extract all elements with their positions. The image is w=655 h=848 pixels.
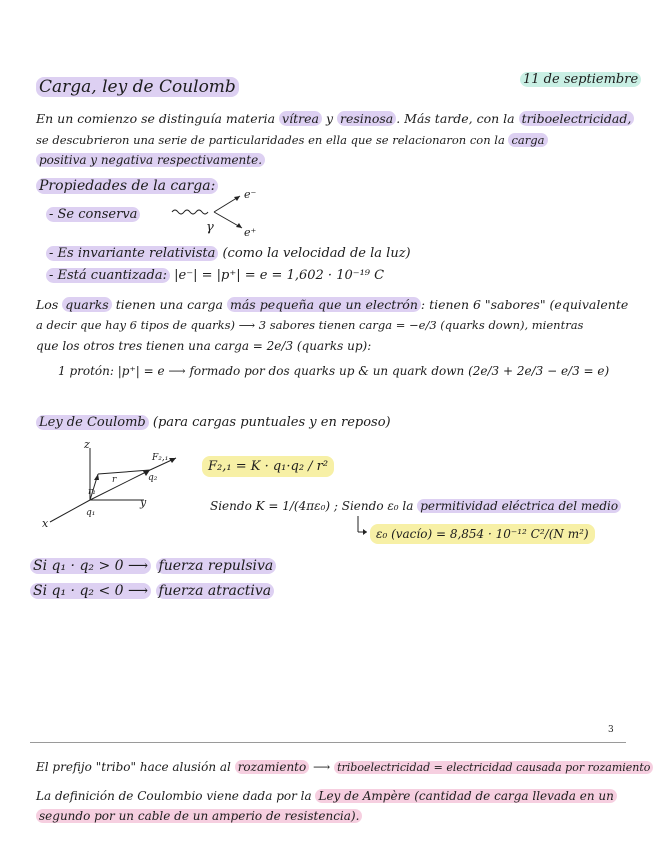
footer-line-3 [36, 808, 362, 825]
intro-text: se descubrieron una serie de particularidades en ella que se relacionaron con la [36, 133, 505, 147]
highlight-permitividad: permitividad eléctrica del medio [417, 499, 621, 513]
coulomb-heading [36, 414, 391, 431]
highlight-carga: carga [508, 133, 547, 147]
epsilon-vacuum-text: ε₀ (vacío) = 8,854 · 10⁻¹² C²/(N m²) [370, 524, 595, 544]
electron-label: e⁻ [244, 188, 257, 201]
title-highlight: Carga, ley de Coulomb [36, 77, 239, 97]
quarks-line-3: que los otros tres tienen una carga = 2e/3 (quarks up): [36, 339, 372, 353]
attractive-result: fuerza atractiva [156, 583, 275, 599]
footer-line-2 [36, 788, 617, 805]
date-text: 11 de septiembre [520, 72, 641, 87]
intro-line-1 [36, 110, 634, 127]
highlight-ampere-definition: segundo por un cable de un amperio de resistencia). [36, 809, 362, 823]
constant-text: Siendo K = 1/(4πε₀) ; Siendo ε₀ la [210, 499, 414, 513]
coulomb-formula [202, 458, 334, 475]
property-cuantizada [46, 267, 384, 284]
intro-line-3 [36, 152, 265, 169]
epsilon-vacuum [370, 526, 595, 543]
proton-composition: 1 protón: |p⁺| = e ⟶ formado por dos quarks up & un quark down (2e/3 + 2e/3 − e/3 = e) [58, 364, 610, 378]
coulomb-constant-line [210, 498, 621, 515]
properties-heading-text: Propiedades de la carga: [36, 178, 218, 194]
invariante-note: (como la velocidad de la luz) [222, 246, 411, 261]
coulomb-heading-rest: (para cargas puntuales y en reposo) [152, 415, 391, 430]
highlight-triboelectricidad: triboelectricidad, [519, 111, 635, 126]
axis-y-label: y [140, 496, 147, 509]
repulsive-result: fuerza repulsiva [156, 558, 277, 574]
force-vector-label: F₂,₁ [152, 453, 169, 463]
date-label [520, 71, 641, 88]
quarks-line-1 [36, 296, 628, 313]
property-invariante [46, 245, 411, 262]
coulomb-heading-highlight: Ley de Coulomb [36, 415, 149, 430]
intro-text: En un comienzo se distinguía materia [36, 111, 276, 126]
highlight-mas-pequena: más pequeña que un electrón [227, 297, 421, 312]
intro-line-2 [36, 132, 548, 149]
footer-text: El prefijo "tribo" hace alusión al [36, 760, 231, 774]
page-title [36, 79, 239, 96]
case-attractive [30, 583, 274, 600]
r-vector-label: r [112, 475, 117, 485]
footer-text: La definición de Coulombio viene dada por la [36, 789, 312, 803]
highlight-rozamiento: rozamiento [235, 760, 310, 774]
footer-line-1 [36, 759, 653, 776]
epsilon-arrow [355, 516, 369, 538]
r1-vector-label: r₁ [88, 487, 96, 497]
page-number: 3 [608, 725, 614, 735]
conserva-text: - Se conserva [46, 207, 140, 222]
property-conserva [46, 206, 140, 223]
invariante-text: - Es invariante relativista [46, 246, 218, 261]
attractive-condition: Si q₁ · q₂ < 0 ⟶ [30, 583, 151, 599]
footer-arrow: ⟶ [313, 760, 331, 774]
quarks-line-2: a decir que hay 6 tipos de quarks) ⟶ 3 sabores tienen carga = −e/3 (quarks down), mientras [36, 318, 584, 332]
intro-text: y [325, 111, 333, 126]
highlight-positiva-negativa: positiva y negativa respectivamente. [36, 153, 265, 167]
case-repulsive [30, 558, 276, 575]
gamma-label: γ [206, 220, 214, 235]
repulsive-condition: Si q₁ · q₂ > 0 ⟶ [30, 558, 151, 574]
highlight-resinosa: resinosa [337, 111, 396, 126]
highlight-triboelectricidad-def: triboelectricidad = electricidad causada por rozamiento [334, 761, 653, 774]
axis-x-label: x [42, 517, 49, 530]
intro-text: . Más tarde, con la [396, 111, 515, 126]
coulomb-formula-text: F₂,₁ = K · q₁·q₂ / r² [202, 456, 334, 477]
quarks-text: : tienen 6 "sabores" (equivalente [420, 297, 629, 312]
highlight-quarks: quarks [62, 297, 111, 312]
highlight-vitrea: vítrea [279, 111, 322, 126]
q1-label: q₁ [86, 508, 96, 518]
axis-z-label: z [84, 438, 90, 451]
highlight-ley-ampere: Ley de Ampère (cantidad de carga llevada en un [315, 789, 616, 803]
quarks-text: Los [36, 297, 59, 312]
cuantizada-text: - Está cuantizada: [46, 268, 170, 283]
cuantizada-formula: |e⁻| = |p⁺| = e = 1,602 · 10⁻¹⁹ C [174, 268, 385, 283]
positron-label: e⁺ [244, 226, 257, 239]
q2-label: q₂ [148, 473, 158, 483]
page-divider [30, 742, 626, 743]
quarks-text: tienen una carga [115, 297, 224, 312]
